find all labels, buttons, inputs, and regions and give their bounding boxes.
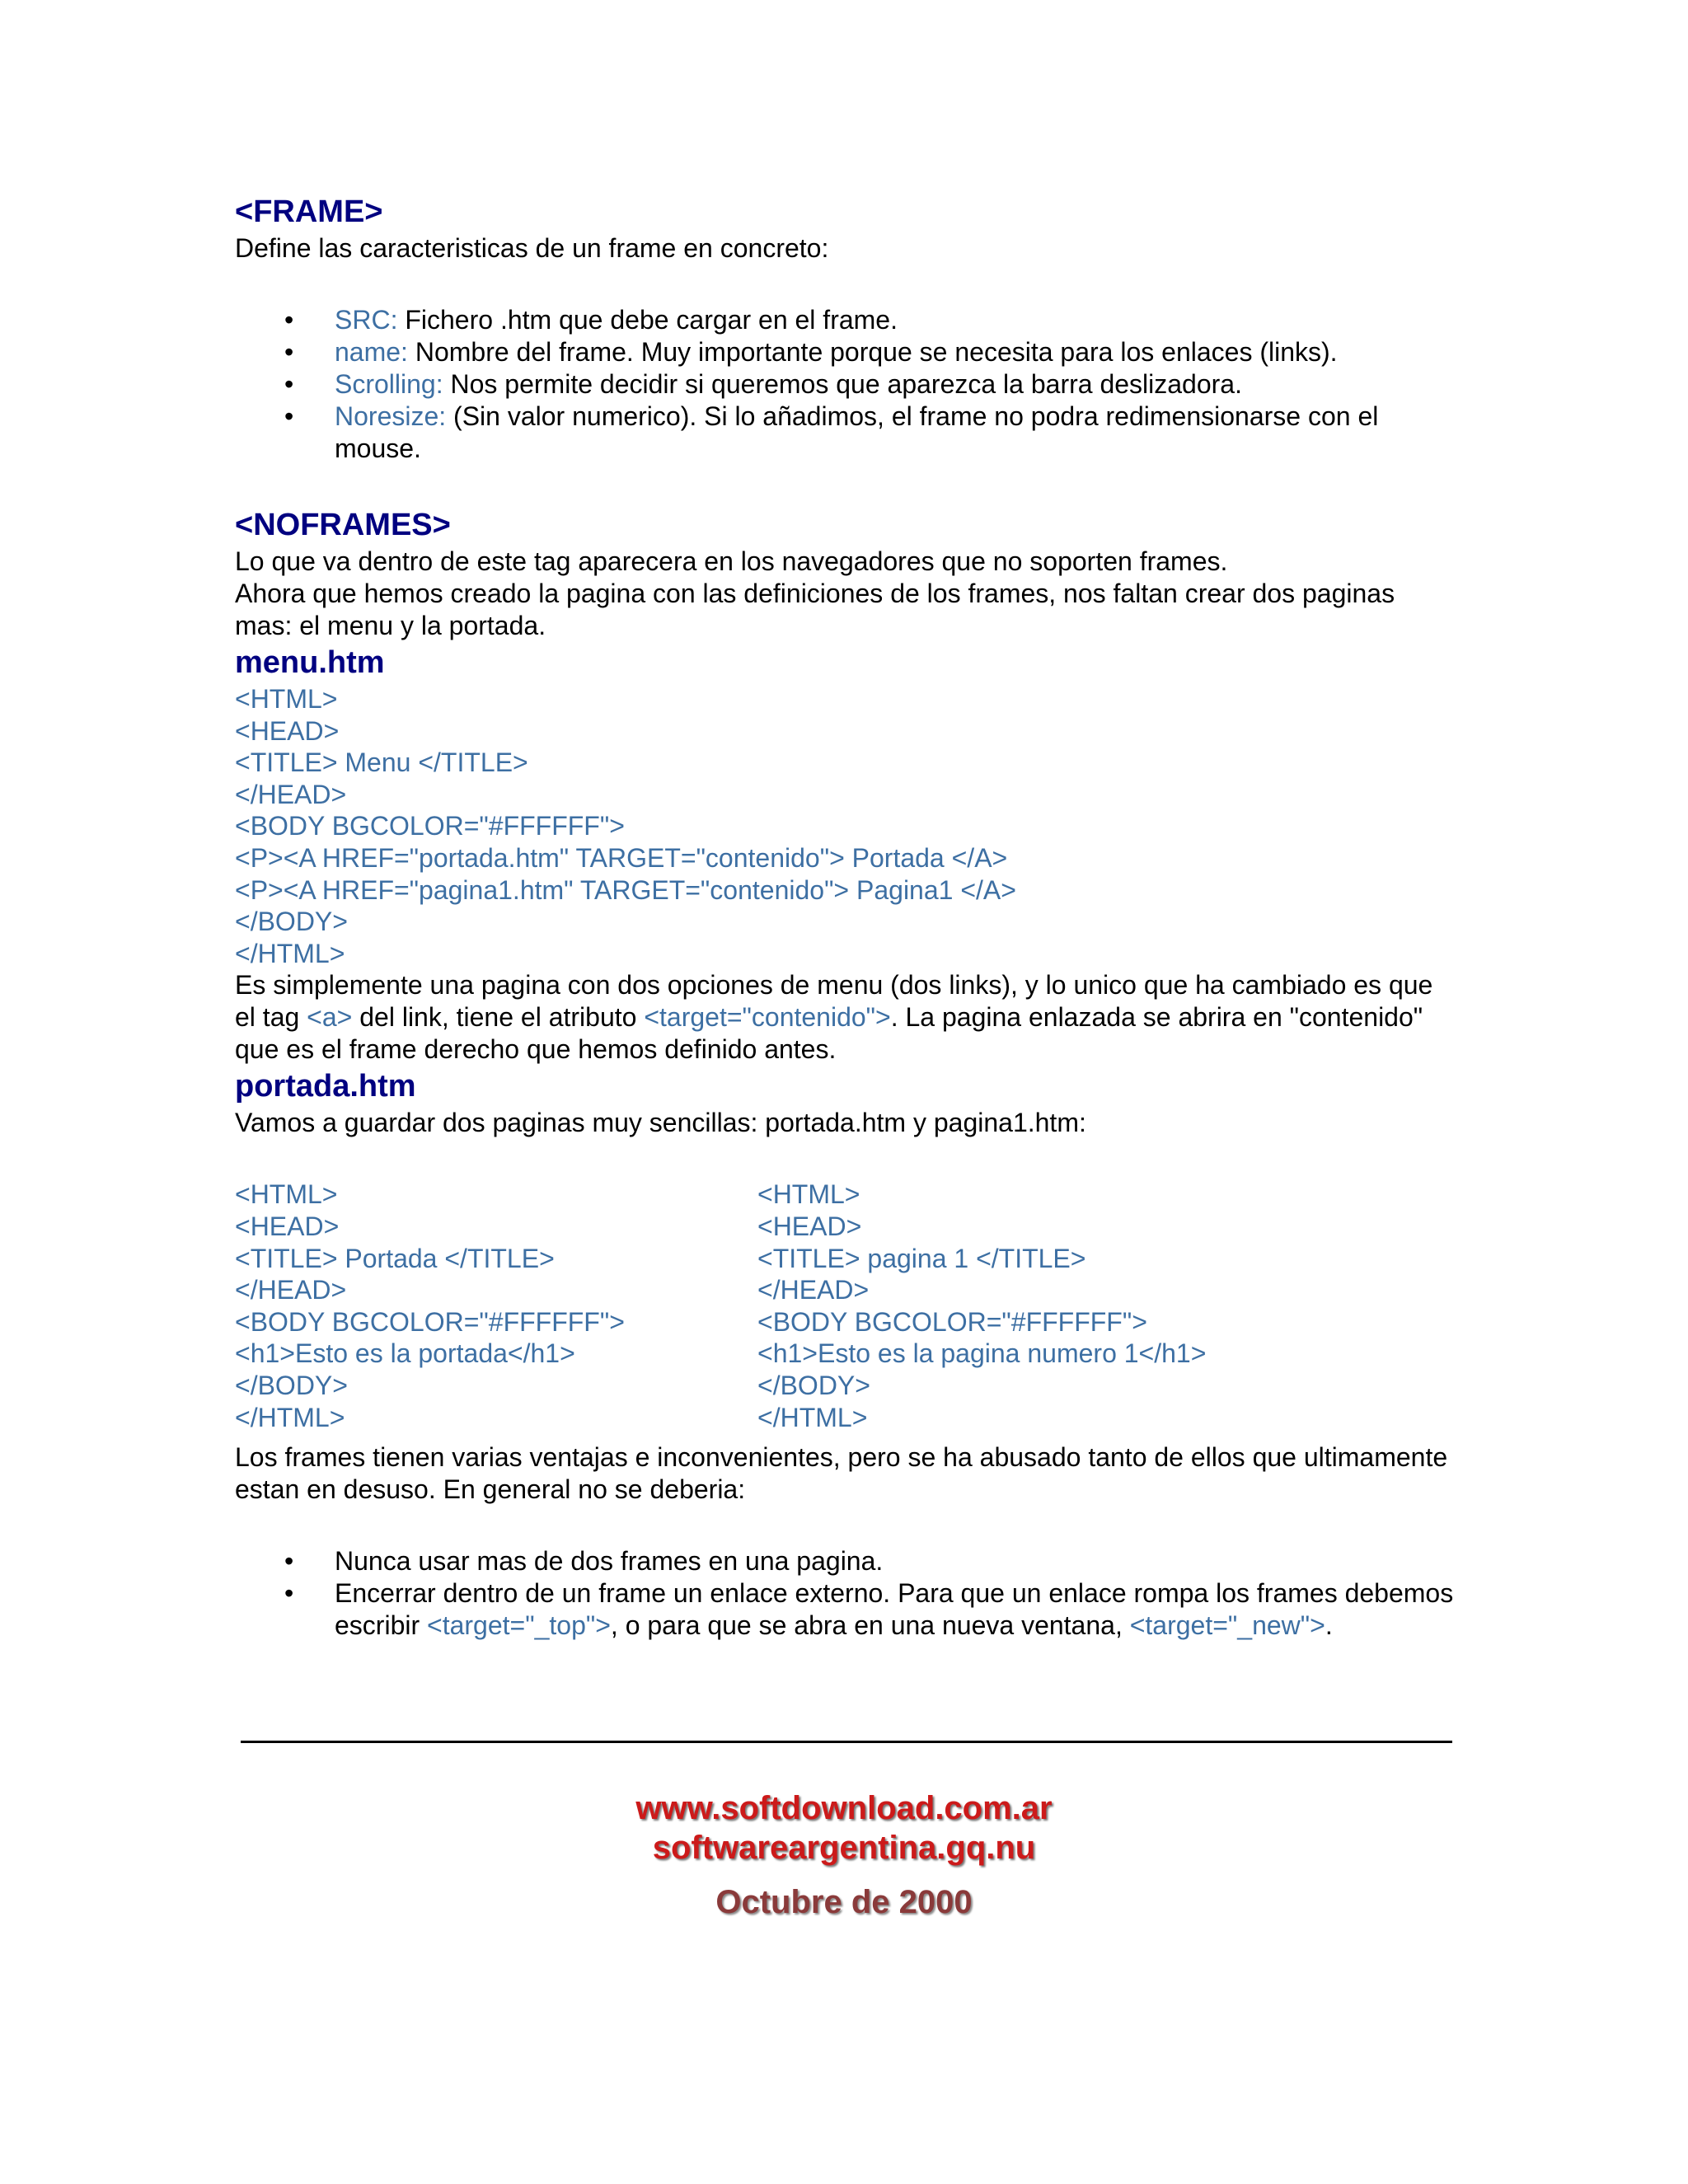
- frame-attributes-list: [235, 304, 1455, 465]
- frame-heading: <FRAME>: [235, 194, 383, 229]
- code-line: <h1>Esto es la portada</h1>: [235, 1338, 575, 1369]
- pagina1-code-block: [757, 1179, 1280, 1433]
- list-item: [235, 368, 1455, 401]
- inline-code: <target="_top">: [427, 1610, 611, 1641]
- footer-site2: softwareargentina.gq.nu: [652, 1830, 1036, 1866]
- footer-site1: www.softdownload.com.ar: [635, 1790, 1053, 1826]
- bullet-text: .: [1325, 1610, 1333, 1641]
- menu-description: [235, 969, 1455, 1066]
- attr-term: Scrolling:: [335, 369, 443, 399]
- code-line: </HTML>: [235, 938, 345, 968]
- portada-code-block: [235, 1179, 757, 1433]
- code-line: <HTML>: [235, 1179, 338, 1210]
- desc-text: del link, tiene el atributo: [352, 1002, 645, 1033]
- portada-intro: Vamos a guardar dos paginas muy sencillas: portada.htm y pagina1.htm:: [235, 1108, 1086, 1138]
- noframes-line2: Ahora que hemos creado la pagina con las definiciones de los frames, nos faltan crear dos paginas mas: el menu y la portada.: [235, 579, 1395, 640]
- code-line: <P><A HREF="portada.htm" TARGET="contenido"> Portada </A>: [235, 842, 1008, 873]
- code-line: </HTML>: [235, 1402, 345, 1432]
- code-columns: [235, 1179, 1455, 1433]
- code-line: </HEAD>: [235, 1275, 347, 1305]
- attr-desc: (Sin valor numerico). Si lo añadimos, el frame no podra redimensionarse con el mouse.: [335, 401, 1379, 463]
- inline-code: <target="_new">: [1129, 1610, 1325, 1641]
- code-line: <TITLE> Menu </TITLE>: [235, 748, 528, 778]
- attr-term: name:: [335, 337, 408, 367]
- attr-desc: Nos permite decidir si queremos que aparezca la barra deslizadora.: [443, 369, 1242, 399]
- noframes-heading: <NOFRAMES>: [235, 508, 451, 542]
- list-item: [235, 401, 1455, 465]
- code-line: <h1>Esto es la pagina numero 1</h1>: [757, 1338, 1207, 1369]
- code-line: <BODY BGCOLOR="#FFFFFF">: [235, 1306, 625, 1337]
- code-line: </HEAD>: [757, 1275, 870, 1305]
- attr-desc: Nombre del frame. Muy importante porque se necesita para los enlaces (links).: [407, 337, 1338, 367]
- bullet-text: Nunca usar mas de dos frames en una pagina.: [335, 1546, 884, 1577]
- code-line: </BODY>: [757, 1370, 870, 1400]
- bullet-text: , o para que se abra en una nueva ventana,: [610, 1610, 1130, 1641]
- attr-term: Noresize:: [335, 401, 447, 431]
- footer-divider: [241, 1741, 1452, 1743]
- code-line: <BODY BGCOLOR="#FFFFFF">: [235, 811, 625, 841]
- code-line: </HTML>: [757, 1402, 868, 1432]
- menu-heading: menu.htm: [235, 645, 385, 680]
- desc-text: Es simplemente una pagina con dos opciones de menu (dos links), y lo unico que ha cambiado es que el tag: [235, 970, 1433, 1033]
- bullet-text: Encerrar dentro de un frame un enlace externo. Para que un enlace rompa los frames debemos escribir: [335, 1578, 1454, 1641]
- code-line: <HEAD>: [757, 1211, 862, 1241]
- recommendations-list: [235, 1545, 1455, 1642]
- inline-code: <target="contenido">: [644, 1002, 891, 1033]
- noframes-line1: Lo que va dentro de este tag aparecera en los navegadores que no soporten frames.: [235, 546, 1228, 576]
- frame-intro: Define las caracteristicas de un frame en concreto:: [235, 233, 829, 263]
- attr-term: SRC:: [335, 305, 398, 335]
- menu-code-block: [235, 683, 1455, 969]
- code-line: <HTML>: [757, 1179, 860, 1210]
- portada-outro: Los frames tienen varias ventajas e inconvenientes, pero se ha abusado tanto de ellos que ultimamente estan en desuso. En general no se deberia:: [235, 1442, 1448, 1505]
- code-line: <HTML>: [235, 684, 338, 714]
- desc-text: . La pagina enlazada se abrira en "contenido" que es el frame derecho que hemos definido antes.: [235, 1002, 1423, 1065]
- document-page: [235, 191, 1455, 1642]
- code-line: </HEAD>: [235, 779, 347, 809]
- code-line: <HEAD>: [235, 1211, 340, 1241]
- attr-desc: Fichero .htm que debe cargar en el frame.: [397, 305, 898, 335]
- list-item: [235, 304, 1455, 336]
- code-line: </BODY>: [235, 1370, 348, 1400]
- code-line: <HEAD>: [235, 715, 340, 746]
- list-item: [235, 1577, 1455, 1642]
- code-line: <TITLE> pagina 1 </TITLE>: [757, 1243, 1086, 1273]
- code-line: <TITLE> Portada </TITLE>: [235, 1243, 555, 1273]
- list-item: [235, 1545, 1455, 1577]
- footer-date: Octubre de 2000: [715, 1884, 973, 1920]
- inline-code: <a>: [307, 1002, 353, 1033]
- code-line: <P><A HREF="pagina1.htm" TARGET="contenido"> Pagina1 </A>: [235, 874, 1016, 905]
- portada-heading: portada.htm: [235, 1069, 416, 1104]
- code-line: <BODY BGCOLOR="#FFFFFF">: [757, 1306, 1147, 1337]
- list-item: [235, 336, 1455, 368]
- code-line: </BODY>: [235, 907, 348, 937]
